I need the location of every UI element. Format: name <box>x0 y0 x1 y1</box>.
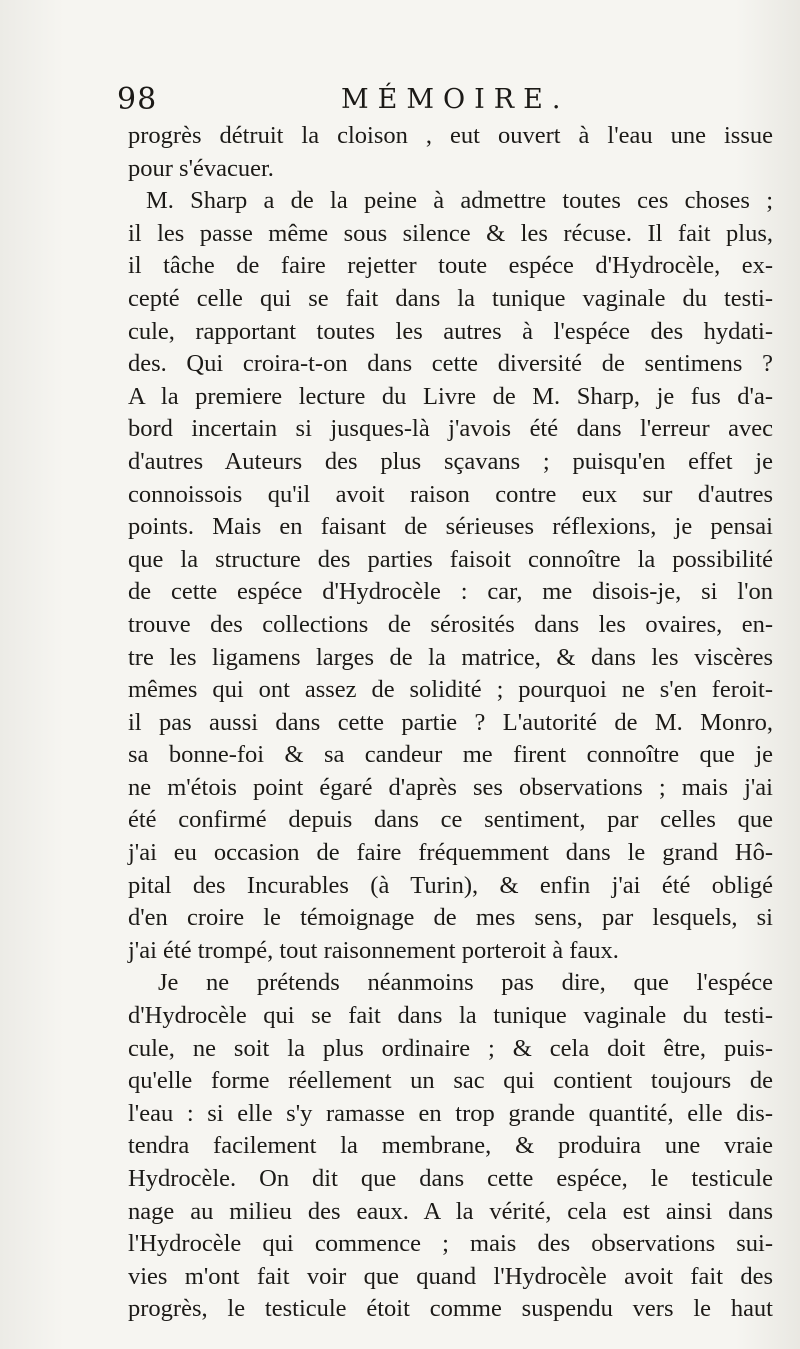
text-line: vies m'ont fait voir que quand l'Hydrocèle avoit fait des <box>128 1262 773 1290</box>
text-line: l'eau : si elle s'y ramasse en trop grande quantité, elle dis- <box>128 1099 773 1127</box>
text-line: qu'elle forme réellement un sac qui contient toujours de <box>128 1067 773 1095</box>
text-line: pour s'évacuer. <box>128 154 274 182</box>
text-line: pital des Incurables (à Turin), & enfin j'ai été obligé <box>128 871 773 899</box>
text-line: j'ai été trompé, tout raisonnement porteroit à faux. <box>128 936 619 964</box>
text-line: tendra facilement la membrane, & produira une vraie <box>128 1132 773 1160</box>
page-number: 98 <box>117 82 158 117</box>
text-line: que la structure des parties faisoit connoître la possibilité <box>128 545 773 573</box>
text-line: mêmes qui ont assez de solidité ; pourquoi ne s'en feroit- <box>128 676 773 704</box>
text-line: nage au milieu des eaux. A la vérité, cela est ainsi dans <box>128 1197 773 1225</box>
text-line: il les passe même sous silence & les récuse. Il fait plus, <box>128 219 773 247</box>
text-line: j'ai eu occasion de faire fréquemment dans le grand Hô- <box>128 839 773 867</box>
text-line: connoissois qu'il avoit raison contre eux sur d'autres <box>128 480 773 508</box>
text-line: il tâche de faire rejetter toute espéce d'Hydrocèle, ex- <box>128 252 773 280</box>
text-line: trouve des collections de sérosités dans les ovaires, en- <box>128 610 773 638</box>
running-head: MÉMOIRE. <box>341 84 570 115</box>
body-text <box>128 120 773 1326</box>
text-line: d'en croire le témoignage de mes sens, par lesquels, si <box>128 904 773 932</box>
text-line: A la premiere lecture du Livre de M. Sharp, je fus d'a- <box>128 382 773 410</box>
text-line: cule, rapportant toutes les autres à l'espéce des hydati- <box>128 317 773 345</box>
text-line: sa bonne-foi & sa candeur me firent connoître que je <box>128 741 773 769</box>
text-line: été confirmé depuis dans ce sentiment, par celles que <box>128 806 773 834</box>
text-line: d'autres Auteurs des plus sçavans ; puisqu'en effet je <box>128 447 773 475</box>
text-line: ne m'étois point égaré d'après ses observations ; mais j'ai <box>128 773 773 801</box>
text-line: progrès, le testicule étoit comme suspendu vers le haut <box>128 1295 773 1323</box>
text-line: tre les ligamens larges de la matrice, & dans les viscères <box>128 643 773 671</box>
text-line: cule, ne soit la plus ordinaire ; & cela doit être, puis- <box>128 1034 773 1062</box>
text-line: d'Hydrocèle qui se fait dans la tunique vaginale du testi- <box>128 1002 773 1030</box>
text-line: progrès détruit la cloison , eut ouvert à l'eau une issue <box>128 122 773 149</box>
text-line: bord incertain si jusques-là j'avois été dans l'erreur avec <box>128 415 773 443</box>
text-line: M. Sharp a de la peine à admettre toutes ces choses ; <box>146 187 773 215</box>
text-line: des. Qui croira-t-on dans cette diversité de sentimens ? <box>128 350 773 378</box>
text-line: Je ne prétends néanmoins pas dire, que l'espéce <box>158 969 773 997</box>
text-line: Hydrocèle. On dit que dans cette espéce, le testicule <box>128 1165 773 1192</box>
text-line: points. Mais en faisant de sérieuses réflexions, je pensai <box>128 513 773 541</box>
text-line: l'Hydrocèle qui commence ; mais des observations sui- <box>128 1230 773 1258</box>
text-line: il pas aussi dans cette partie ? L'autorité de M. Monro, <box>128 708 773 736</box>
text-line: de cette espéce d'Hydrocèle : car, me disois-je, si l'on <box>128 578 773 606</box>
page-header <box>117 82 677 122</box>
text-line: cepté celle qui se fait dans la tunique vaginale du testi- <box>128 284 773 312</box>
